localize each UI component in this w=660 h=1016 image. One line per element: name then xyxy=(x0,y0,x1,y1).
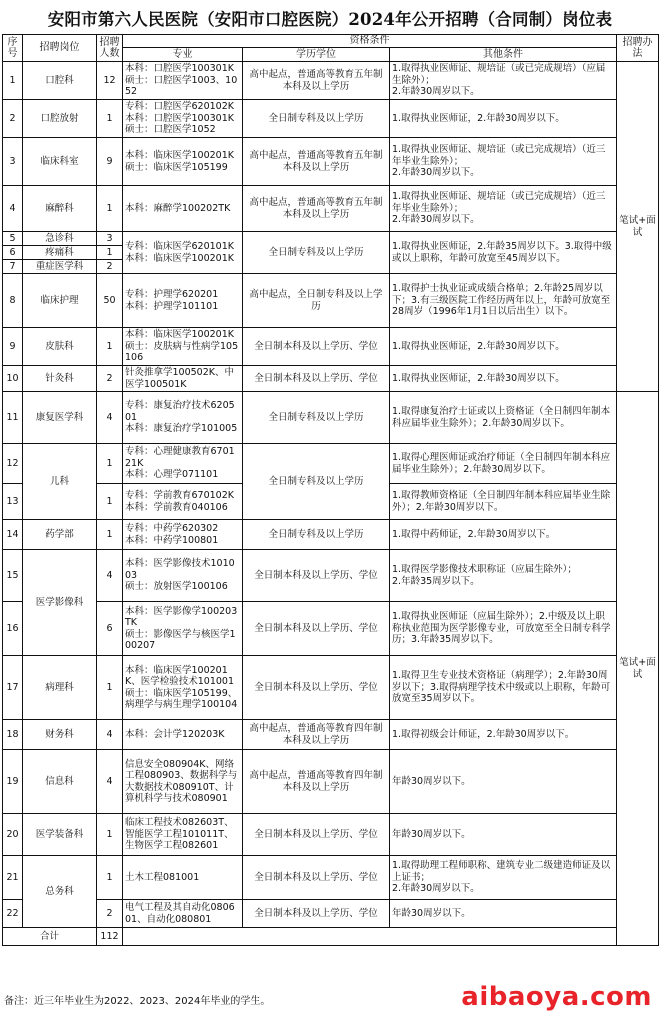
seq-cell: 21 xyxy=(3,856,23,900)
count-cell: 1 xyxy=(97,484,123,520)
education-cell: 全日制本科及以上学历、学位 xyxy=(243,602,390,656)
table-row xyxy=(3,328,659,366)
seq-cell: 10 xyxy=(3,366,23,392)
education-cell: 全日制本科及以上学历、学位 xyxy=(243,814,390,856)
seq-cell: 18 xyxy=(3,720,23,750)
other-cell: 1.取得初级会计师证，2.年龄30周岁以下。 xyxy=(390,720,617,750)
count-cell: 1 xyxy=(97,100,123,138)
major-cell: 土木工程081001 xyxy=(123,856,243,900)
count-cell: 6 xyxy=(97,602,123,656)
table-row xyxy=(3,232,659,246)
education-cell: 高中起点，普通高等教育四年制本科及以上学历 xyxy=(243,750,390,814)
table-row xyxy=(3,444,659,484)
other-cell: 年龄30周岁以下。 xyxy=(390,750,617,814)
education-cell: 全日制本科及以上学历、学位 xyxy=(243,900,390,928)
seq-cell: 1 xyxy=(3,62,23,100)
count-cell: 4 xyxy=(97,720,123,750)
seq-cell: 19 xyxy=(3,750,23,814)
total-row xyxy=(3,928,659,946)
other-cell: 1.取得康复治疗士证或以上资格证（全日制四年制本科应届毕业生除外）；2.年龄30周岁以下。 xyxy=(390,392,617,444)
table-row xyxy=(3,550,659,602)
other-cell: 年龄30周岁以下。 xyxy=(390,814,617,856)
total-count: 112 xyxy=(97,928,123,946)
education-cell: 全日制本科及以上学历、学位 xyxy=(243,328,390,366)
major-cell: 信息安全080904K、网络工程080903、数据科学与大数据技术080910T、计算机科学与技术080901 xyxy=(123,750,243,814)
other-cell: 1.取得执业医师证、规培证（或已完成规培）（近三年毕业生除外）； 2.年龄30周岁以下。 xyxy=(390,138,617,186)
post-cell: 财务科 xyxy=(23,720,97,750)
post-cell: 总务科 xyxy=(23,856,97,928)
method-cell: 笔试+面试 xyxy=(617,62,659,392)
table-row xyxy=(3,392,659,444)
major-cell: 专科：康复治疗技术620501 本科：康复治疗学101005 xyxy=(123,392,243,444)
seq-cell: 6 xyxy=(3,246,23,260)
education-cell: 高中起点，全日制专科及以上学历 xyxy=(243,274,390,328)
header-seq: 序号 xyxy=(3,35,23,62)
education-cell: 高中起点，普通高等教育五年制本科及以上学历 xyxy=(243,62,390,100)
header-count: 招聘人数 xyxy=(97,35,123,62)
major-cell: 专科：口腔医学620102K 本科：口腔医学100301K 硕士：口腔医学1052 xyxy=(123,100,243,138)
total-empty-cell xyxy=(123,928,659,946)
major-cell: 专科：心理健康教育670121K 本科：心理学071101 xyxy=(123,444,243,484)
seq-cell: 20 xyxy=(3,814,23,856)
education-cell: 全日制本科及以上学历、学位 xyxy=(243,366,390,392)
education-cell: 高中起点，普通高等教育四年制本科及以上学历 xyxy=(243,720,390,750)
count-cell: 1 xyxy=(97,246,123,260)
seq-cell: 5 xyxy=(3,232,23,246)
header-post: 招聘岗位 xyxy=(23,35,97,62)
watermark: aibaoya.com xyxy=(461,982,652,1012)
education-cell: 全日制专科及以上学历 xyxy=(243,444,390,520)
post-cell: 急诊科 xyxy=(23,232,97,246)
post-cell: 疼痛科 xyxy=(23,246,97,260)
table-row xyxy=(3,856,659,900)
education-cell: 全日制本科及以上学历、学位 xyxy=(243,856,390,900)
seq-cell: 7 xyxy=(3,260,23,274)
other-cell: 1.取得护士执业证或成绩合格单；2.年龄25周岁以下；3.有三级医院工作经历两年以上，年龄可放宽至28周岁（1996年1月1日以后出生）以下。 xyxy=(390,274,617,328)
other-cell: 1.取得执业医师证，2.年龄35周岁以下。3.取得中级或以上职称，年龄可放宽至45周岁以下。 xyxy=(390,232,617,274)
other-cell: 1.取得助理工程师职称、建筑专业二级建造师证及以上证书； 2.年龄30周岁以下。 xyxy=(390,856,617,900)
table-row xyxy=(3,750,659,814)
post-cell: 康复医学科 xyxy=(23,392,97,444)
major-cell: 本科：临床医学100201K、医学检验技术101001 硕士：临床医学105199、病理学与病生理学100104 xyxy=(123,656,243,720)
seq-cell: 14 xyxy=(3,520,23,550)
table-row xyxy=(3,366,659,392)
post-cell: 信息科 xyxy=(23,750,97,814)
post-cell: 医学影像科 xyxy=(23,550,97,656)
seq-cell: 16 xyxy=(3,602,23,656)
header-method: 招聘办法 xyxy=(617,35,659,62)
major-cell: 电气工程及其自动化080601、自动化080801 xyxy=(123,900,243,928)
count-cell: 2 xyxy=(97,260,123,274)
table-row xyxy=(3,900,659,928)
count-cell: 1 xyxy=(97,656,123,720)
other-cell: 1.取得教师资格证（全日制四年制本科应届毕业生除外）；2.年龄30周岁以下。 xyxy=(390,484,617,520)
count-cell: 1 xyxy=(97,856,123,900)
table-row xyxy=(3,100,659,138)
post-cell: 医学装备科 xyxy=(23,814,97,856)
other-cell: 1.取得执业医师证、规培证（或已完成规培）（近三年毕业生除外）； 2.年龄30周岁以下。 xyxy=(390,186,617,232)
header-other: 其他条件 xyxy=(390,48,617,62)
education-cell: 全日制专科及以上学历 xyxy=(243,232,390,274)
major-cell: 专科：临床医学620101K 本科：临床医学100201K xyxy=(123,232,243,274)
major-cell: 针灸推拿学100502K、中医学100501K xyxy=(123,366,243,392)
count-cell: 4 xyxy=(97,750,123,814)
footnote: 备注：近三年毕业生为2022、2023、2024年毕业的学生。 xyxy=(4,996,271,1007)
table-row xyxy=(3,720,659,750)
recruitment-table xyxy=(2,34,659,946)
seq-cell: 13 xyxy=(3,484,23,520)
count-cell: 12 xyxy=(97,62,123,100)
major-cell: 专科：护理学620201 本科：护理学101101 xyxy=(123,274,243,328)
post-cell: 临床护理 xyxy=(23,274,97,328)
major-cell: 本科：临床医学100201K 硕士：临床医学105199 xyxy=(123,138,243,186)
table-row xyxy=(3,62,659,100)
seq-cell: 12 xyxy=(3,444,23,484)
header-major: 专业 xyxy=(123,48,243,62)
post-cell: 口腔放射 xyxy=(23,100,97,138)
table-row xyxy=(3,138,659,186)
count-cell: 3 xyxy=(97,232,123,246)
other-cell: 1.取得执业医师证（应届生除外）；2.中级及以上职称执业范围为医学影像专业，可放宽至全日制专科学历；3.年龄35周岁以下。 xyxy=(390,602,617,656)
other-cell: 1.取得执业医师证、规培证（或已完成规培）（应届生除外）； 2.年龄30周岁以下。 xyxy=(390,62,617,100)
count-cell: 1 xyxy=(97,814,123,856)
count-cell: 1 xyxy=(97,186,123,232)
header-qualification: 资格条件 xyxy=(123,35,617,48)
table-row xyxy=(3,520,659,550)
seq-cell: 8 xyxy=(3,274,23,328)
major-cell: 本科：麻醉学100202TK xyxy=(123,186,243,232)
table-row xyxy=(3,186,659,232)
post-cell: 麻醉科 xyxy=(23,186,97,232)
header-education: 学历学位 xyxy=(243,48,390,62)
education-cell: 全日制专科及以上学历 xyxy=(243,100,390,138)
seq-cell: 17 xyxy=(3,656,23,720)
other-cell: 1.取得执业医师证，2.年龄30周岁以下。 xyxy=(390,366,617,392)
education-cell: 全日制本科及以上学历、学位 xyxy=(243,550,390,602)
seq-cell: 11 xyxy=(3,392,23,444)
total-label: 合计 xyxy=(3,928,97,946)
other-cell: 1.取得医学影像技术职称证（应届生除外）； 2.年龄35周岁以下。 xyxy=(390,550,617,602)
table-row xyxy=(3,814,659,856)
post-cell: 药学部 xyxy=(23,520,97,550)
other-cell: 年龄30周岁以下。 xyxy=(390,900,617,928)
seq-cell: 2 xyxy=(3,100,23,138)
post-cell: 口腔科 xyxy=(23,62,97,100)
major-cell: 本科：会计学120203K xyxy=(123,720,243,750)
major-cell: 专科：学前教育670102K 本科：学前教育040106 xyxy=(123,484,243,520)
count-cell: 4 xyxy=(97,392,123,444)
other-cell: 1.取得心理医师证或治疗师证（全日制四年制本科应届毕业生除外）；2.年龄30周岁以下。 xyxy=(390,444,617,484)
major-cell: 本科：临床医学100201K 硕士：皮肤病与性病学105106 xyxy=(123,328,243,366)
seq-cell: 9 xyxy=(3,328,23,366)
seq-cell: 15 xyxy=(3,550,23,602)
method-cell: 笔试+面试 xyxy=(617,392,659,946)
major-cell: 本科：医学影像学100203TK 硕士：影像医学与核医学100207 xyxy=(123,602,243,656)
major-cell: 临床工程技术082603T、智能医学工程101011T、生物医学工程082601 xyxy=(123,814,243,856)
education-cell: 全日制专科及以上学历 xyxy=(243,520,390,550)
count-cell: 2 xyxy=(97,900,123,928)
count-cell: 9 xyxy=(97,138,123,186)
education-cell: 全日制专科及以上学历 xyxy=(243,392,390,444)
seq-cell: 3 xyxy=(3,138,23,186)
other-cell: 1.取得卫生专业技术资格证（病理学）；2.年龄30周岁以下；3.取得病理学技术中级或以上职称，年龄可放宽至35周岁以下。 xyxy=(390,656,617,720)
count-cell: 1 xyxy=(97,520,123,550)
table-row xyxy=(3,656,659,720)
post-cell: 儿科 xyxy=(23,444,97,520)
other-cell: 1.取得中药师证，2.年龄30周岁以下。 xyxy=(390,520,617,550)
education-cell: 全日制本科及以上学历、学位 xyxy=(243,656,390,720)
count-cell: 1 xyxy=(97,328,123,366)
table-row xyxy=(3,274,659,328)
post-cell: 针灸科 xyxy=(23,366,97,392)
post-cell: 皮肤科 xyxy=(23,328,97,366)
post-cell: 重症医学科 xyxy=(23,260,97,274)
other-cell: 1.取得执业医师证，2.年龄30周岁以下。 xyxy=(390,328,617,366)
other-cell: 1.取得执业医师证，2.年龄30周岁以下。 xyxy=(390,100,617,138)
count-cell: 50 xyxy=(97,274,123,328)
count-cell: 4 xyxy=(97,550,123,602)
major-cell: 本科：医学影像技术101003 硕士：放射医学100106 xyxy=(123,550,243,602)
seq-cell: 22 xyxy=(3,900,23,928)
education-cell: 高中起点，普通高等教育五年制本科及以上学历 xyxy=(243,138,390,186)
post-cell: 病理科 xyxy=(23,656,97,720)
table-row xyxy=(3,602,659,656)
seq-cell: 4 xyxy=(3,186,23,232)
major-cell: 专科：中药学620302 本科：中药学100801 xyxy=(123,520,243,550)
education-cell: 高中起点，普通高等教育五年制本科及以上学历 xyxy=(243,186,390,232)
count-cell: 2 xyxy=(97,366,123,392)
post-cell: 临床科室 xyxy=(23,138,97,186)
page-title: 安阳市第六人民医院（安阳市口腔医院）2024年公开招聘（合同制）岗位表 xyxy=(47,10,613,29)
major-cell: 本科：口腔医学100301K 硕士：口腔医学1003、1052 xyxy=(123,62,243,100)
count-cell: 1 xyxy=(97,444,123,484)
